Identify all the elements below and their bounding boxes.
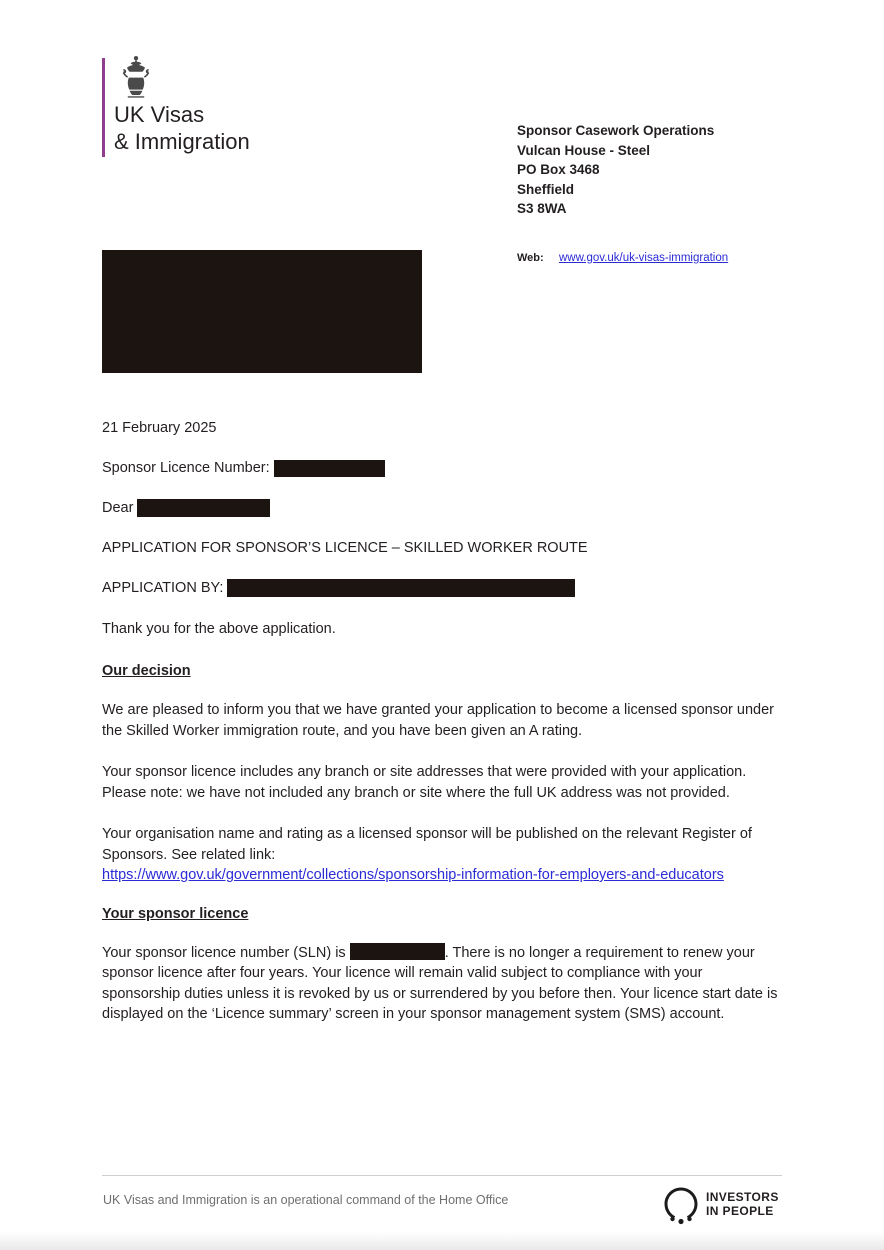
address-line: Sheffield	[517, 181, 575, 197]
decision-paragraph-1: We are pleased to inform you that we have granted your application to become a licensed sponsor under the Skilled Worker immigration route, and you have been given an A rating.	[102, 702, 774, 739]
thanks-line: Thank you for the above application.	[102, 621, 336, 637]
logo-line-2: & Immigration	[114, 129, 250, 154]
address-line: PO Box 3468	[517, 162, 600, 177]
redacted-recipient-address	[102, 250, 422, 373]
footer-text: UK Visas and Immigration is an operational command of the Home Office	[103, 1193, 509, 1207]
investors-in-people-badge	[660, 1185, 785, 1227]
page-bottom-shadow	[0, 1232, 884, 1250]
logo-wordmark	[114, 101, 250, 155]
decision-paragraph-3-text: Your organisation name and rating as a licensed sponsor will be published on the relevant Register of Sponsors. See related link:	[102, 826, 752, 863]
letter-body	[102, 418, 782, 1046]
investors-in-people-laurel-icon	[660, 1185, 702, 1227]
redacted-sln-value	[350, 943, 445, 960]
sender-address	[517, 121, 714, 219]
redacted-applicant-name	[227, 579, 575, 597]
badge-line-1: INVESTORS	[706, 1190, 779, 1204]
badge-line-2: IN PEOPLE	[706, 1204, 774, 1218]
letter-header	[102, 55, 802, 264]
address-line: Vulcan House - Steel	[517, 142, 651, 158]
web-label: Web:	[517, 252, 544, 264]
footer-divider	[102, 1175, 782, 1176]
logo-line-1: UK Visas	[114, 102, 205, 127]
application-by-label: APPLICATION BY:	[102, 580, 224, 596]
sponsor-licence-paragraph-start: Your sponsor licence number (SLN) is	[102, 944, 346, 961]
address-line: S3 8WA	[517, 201, 567, 216]
sponsor-licence-number-label: Sponsor Licence Number:	[102, 460, 270, 476]
investors-in-people-text	[706, 1190, 779, 1218]
application-by-row	[102, 578, 782, 598]
letter-subject: APPLICATION FOR SPONSOR’S LICENCE – SKILLED WORKER ROUTE	[102, 540, 588, 556]
logo-accent-bar	[102, 58, 105, 157]
web-row	[517, 252, 728, 264]
redacted-sponsor-licence-number	[274, 460, 385, 477]
redacted-recipient-name	[137, 499, 270, 517]
sponsor-licence-paragraph-end: . There is no longer a requirement to renew your sponsor licence after four years. Your licence will remain valid subject to compliance with your sponsorship duties unless it is revoked by us or surrendered by you before then. Your licence start date is displayed on the ‘Licence summary’ screen in your sponsor management system (SMS) account.	[102, 944, 778, 1022]
section-heading-our-decision: Our decision	[102, 663, 191, 679]
address-line: Sponsor Casework Operations	[517, 123, 715, 138]
salutation-label: Dear	[102, 500, 134, 516]
decision-paragraph-3	[102, 824, 782, 886]
royal-crown-icon	[116, 55, 156, 99]
uk-visas-immigration-link[interactable]: www.gov.uk/uk-visas-immigration	[559, 252, 729, 264]
sponsor-licence-paragraph	[102, 943, 782, 1025]
decision-paragraph-2: Your sponsor licence includes any branch or site addresses that were provided with your application. Please note: we have not included any branch or site where the full UK address was not provided.	[102, 764, 747, 801]
register-of-sponsors-link[interactable]: https://www.gov.uk/government/collections/sponsorship-information-for-employers-and-educators	[102, 867, 724, 883]
section-heading-your-sponsor-licence: Your sponsor licence	[102, 905, 249, 922]
salutation-row	[102, 498, 782, 518]
sponsor-licence-number-row	[102, 458, 782, 478]
letter-date: 21 February 2025	[102, 420, 217, 436]
